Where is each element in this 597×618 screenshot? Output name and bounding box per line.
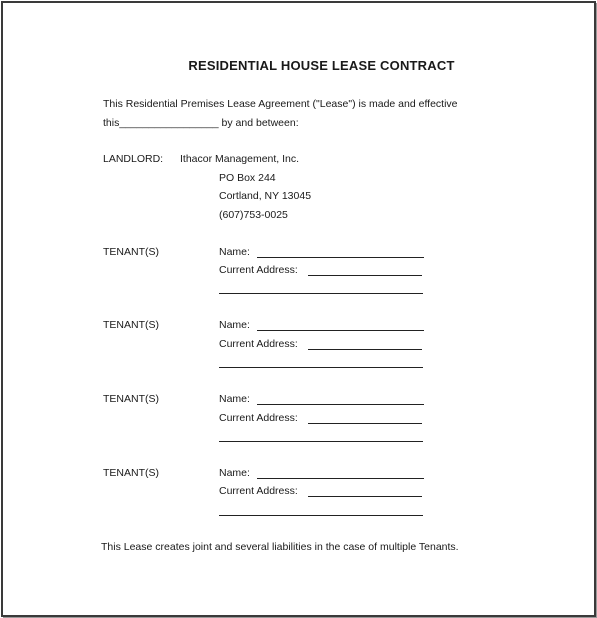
tenant-name-label: Name:	[219, 467, 250, 479]
intro-line-1: This Residential Premises Lease Agreement ("Lease") is made and effective	[103, 98, 458, 110]
tenant-label: TENANT(S)	[103, 393, 159, 405]
tenant-address-label: Current Address:	[219, 338, 298, 350]
tenant-name-label: Name:	[219, 319, 250, 331]
tenant-address-blank[interactable]	[308, 349, 422, 350]
tenant-name-label: Name:	[219, 246, 250, 258]
tenant-address-blank[interactable]	[308, 275, 422, 276]
tenant-address-blank-2[interactable]	[219, 367, 423, 368]
tenant-name-blank[interactable]	[257, 404, 424, 405]
tenant-address-blank-2[interactable]	[219, 515, 423, 516]
document-title: RESIDENTIAL HOUSE LEASE CONTRACT	[188, 58, 455, 73]
tenant-address-blank-2[interactable]	[219, 441, 423, 442]
effective-date-blank[interactable]: _________________	[119, 117, 219, 129]
tenant-address-blank[interactable]	[308, 496, 422, 497]
tenant-address-label: Current Address:	[219, 485, 298, 497]
tenant-label: TENANT(S)	[103, 467, 159, 479]
landlord-label: LANDLORD:	[103, 153, 164, 165]
landlord-address-2: Cortland, NY 13045	[219, 190, 312, 202]
tenant-name-blank[interactable]	[257, 257, 424, 258]
intro-suffix: by and between:	[221, 117, 299, 129]
landlord-name: Ithacor Management, Inc.	[180, 153, 300, 165]
footer-note: This Lease creates joint and several liabilities in the case of multiple Tenants.	[101, 541, 459, 553]
intro-prefix: this	[103, 117, 120, 129]
tenant-address-blank[interactable]	[308, 423, 422, 424]
landlord-phone: (607)753-0025	[219, 209, 288, 221]
tenant-address-blank-2[interactable]	[219, 293, 423, 294]
tenant-label: TENANT(S)	[103, 319, 159, 331]
tenant-name-blank[interactable]	[257, 330, 424, 331]
tenant-name-blank[interactable]	[257, 478, 424, 479]
landlord-address-1: PO Box 244	[219, 172, 276, 184]
tenant-name-label: Name:	[219, 393, 250, 405]
intro-line-2	[103, 117, 299, 129]
document-page	[1, 1, 596, 617]
tenant-address-label: Current Address:	[219, 264, 298, 276]
tenant-address-label: Current Address:	[219, 412, 298, 424]
tenant-label: TENANT(S)	[103, 246, 159, 258]
